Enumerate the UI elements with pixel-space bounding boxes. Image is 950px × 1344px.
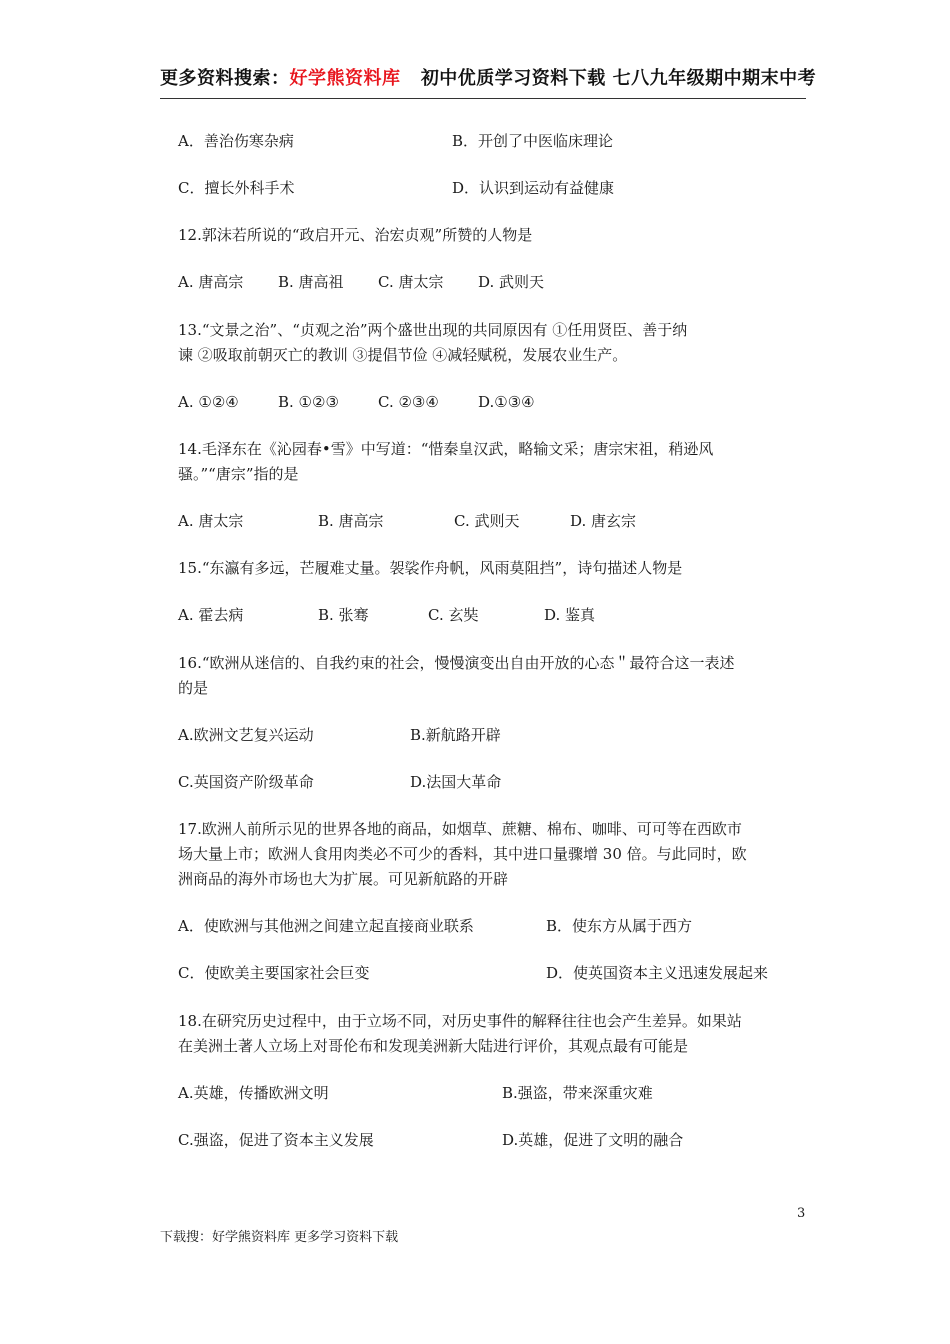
q16-option-a: A.欧洲文艺复兴运动 [178, 726, 314, 744]
q17-stem-line-1: 17.欧洲人前所示见的世界各地的商品，如烟草、蔗糖、棉布、咖啡、可可等在西欧市 [178, 820, 742, 838]
q17-stem-line-2: 场大量上市；欧洲人食用肉类必不可少的香料，其中进口量骤增 30 倍。与此同时，欧 [178, 845, 747, 863]
q11-option-c: C．擅长外科手术 [178, 179, 295, 197]
q18-stem-line-2: 在美洲土著人立场上对哥伦布和发现美洲新大陆进行评价，其观点最有可能是 [178, 1037, 689, 1055]
q11-option-a: A．善治伤寒杂病 [178, 132, 294, 150]
q11-option-d: D．认识到运动有益健康 [452, 179, 615, 197]
q17-option-c: C．使欧美主要国家社会巨变 [178, 964, 370, 982]
q13-option-c: C. ②③④ [378, 393, 439, 411]
header-prefix: 更多资料搜索： [160, 68, 290, 89]
q16-stem-line-2: 的是 [178, 679, 209, 697]
q14-option-a: A. 唐太宗 [178, 512, 244, 530]
q12-option-d: D. 武则天 [478, 273, 545, 291]
q12-option-c: C. 唐太宗 [378, 273, 444, 291]
q11-option-b: B．开创了中医临床理论 [452, 132, 614, 150]
q12-option-b: B. 唐高祖 [278, 273, 344, 291]
q18-option-b: B.强盗，带来深重灾难 [502, 1084, 653, 1102]
q15-option-c: C. 玄奘 [428, 606, 479, 624]
q18-option-d: D.英雄，促进了文明的融合 [502, 1131, 684, 1149]
header-divider [160, 98, 806, 99]
q13-option-d: D.①③④ [478, 393, 535, 411]
header-site-name: 好学熊资料库 [289, 68, 401, 89]
q14-stem-line-2: 骚。”“唐宗”指的是 [178, 465, 299, 483]
q12-option-a: A. 唐高宗 [178, 273, 244, 291]
header-tagline: 初中优质学习资料下载 七八九年级期中期末中考 [420, 68, 817, 89]
page-number: 3 [797, 1206, 806, 1221]
q14-stem-line-1: 14.毛泽东在《沁园春•雪》中写道：“惜秦皇汉武，略输文采；唐宗宋祖，稍逊风 [178, 440, 714, 458]
q17-stem-line-3: 洲商品的海外市场也大为扩展。可见新航路的开辟 [178, 870, 509, 888]
q17-option-d: D．使英国资本主义迅速发展起来 [546, 964, 769, 982]
q14-option-b: B. 唐高宗 [318, 512, 384, 530]
q17-option-b: B．使东方从属于西方 [546, 917, 693, 935]
page-footer: 下载搜：好学熊资料库 更多学习资料下载 [160, 1230, 399, 1245]
q18-stem-line-1: 18.在研究历史过程中，由于立场不同，对历史事件的解释往往也会产生差异。如果站 [178, 1012, 742, 1030]
q18-option-c: C.强盗，促进了资本主义发展 [178, 1131, 374, 1149]
q16-option-c: C.英国资产阶级革命 [178, 773, 314, 791]
q15-option-a: A. 霍去病 [178, 606, 244, 624]
q13-stem-line-2: 谏 ②吸取前朝灭亡的教训 ③提倡节俭 ④减轻赋税，发展农业生产。 [178, 346, 628, 364]
q15-option-d: D. 鉴真 [544, 606, 596, 624]
q16-option-b: B.新航路开辟 [410, 726, 501, 744]
q15-option-b: B. 张骞 [318, 606, 369, 624]
page-header [160, 64, 817, 90]
q13-stem-line-1: 13.“文景之治”、“贞观之治”两个盛世出现的共同原因有 ①任用贤臣、善于纳 [178, 321, 688, 339]
q15-stem: 15.“东瀛有多远，芒履难丈量。袈裟作舟帆，风雨莫阻挡”，诗句描述人物是 [178, 559, 683, 577]
q18-option-a: A.英雄，传播欧洲文明 [178, 1084, 329, 1102]
q17-option-a: A．使欧洲与其他洲之间建立起直接商业联系 [178, 917, 474, 935]
q14-option-c: C. 武则天 [454, 512, 520, 530]
q16-option-d: D.法国大革命 [410, 773, 502, 791]
q13-option-b: B. ①②③ [278, 393, 339, 411]
q12-stem: 12.郭沫若所说的“政启开元、治宏贞观”所赞的人物是 [178, 226, 533, 244]
q14-option-d: D. 唐玄宗 [570, 512, 637, 530]
q16-stem-line-1: 16.“欧洲从迷信的、自我约束的社会，慢慢演变出自由开放的心态＂最符合这一表述 [178, 654, 735, 672]
q13-option-a: A. ①②④ [178, 393, 239, 411]
